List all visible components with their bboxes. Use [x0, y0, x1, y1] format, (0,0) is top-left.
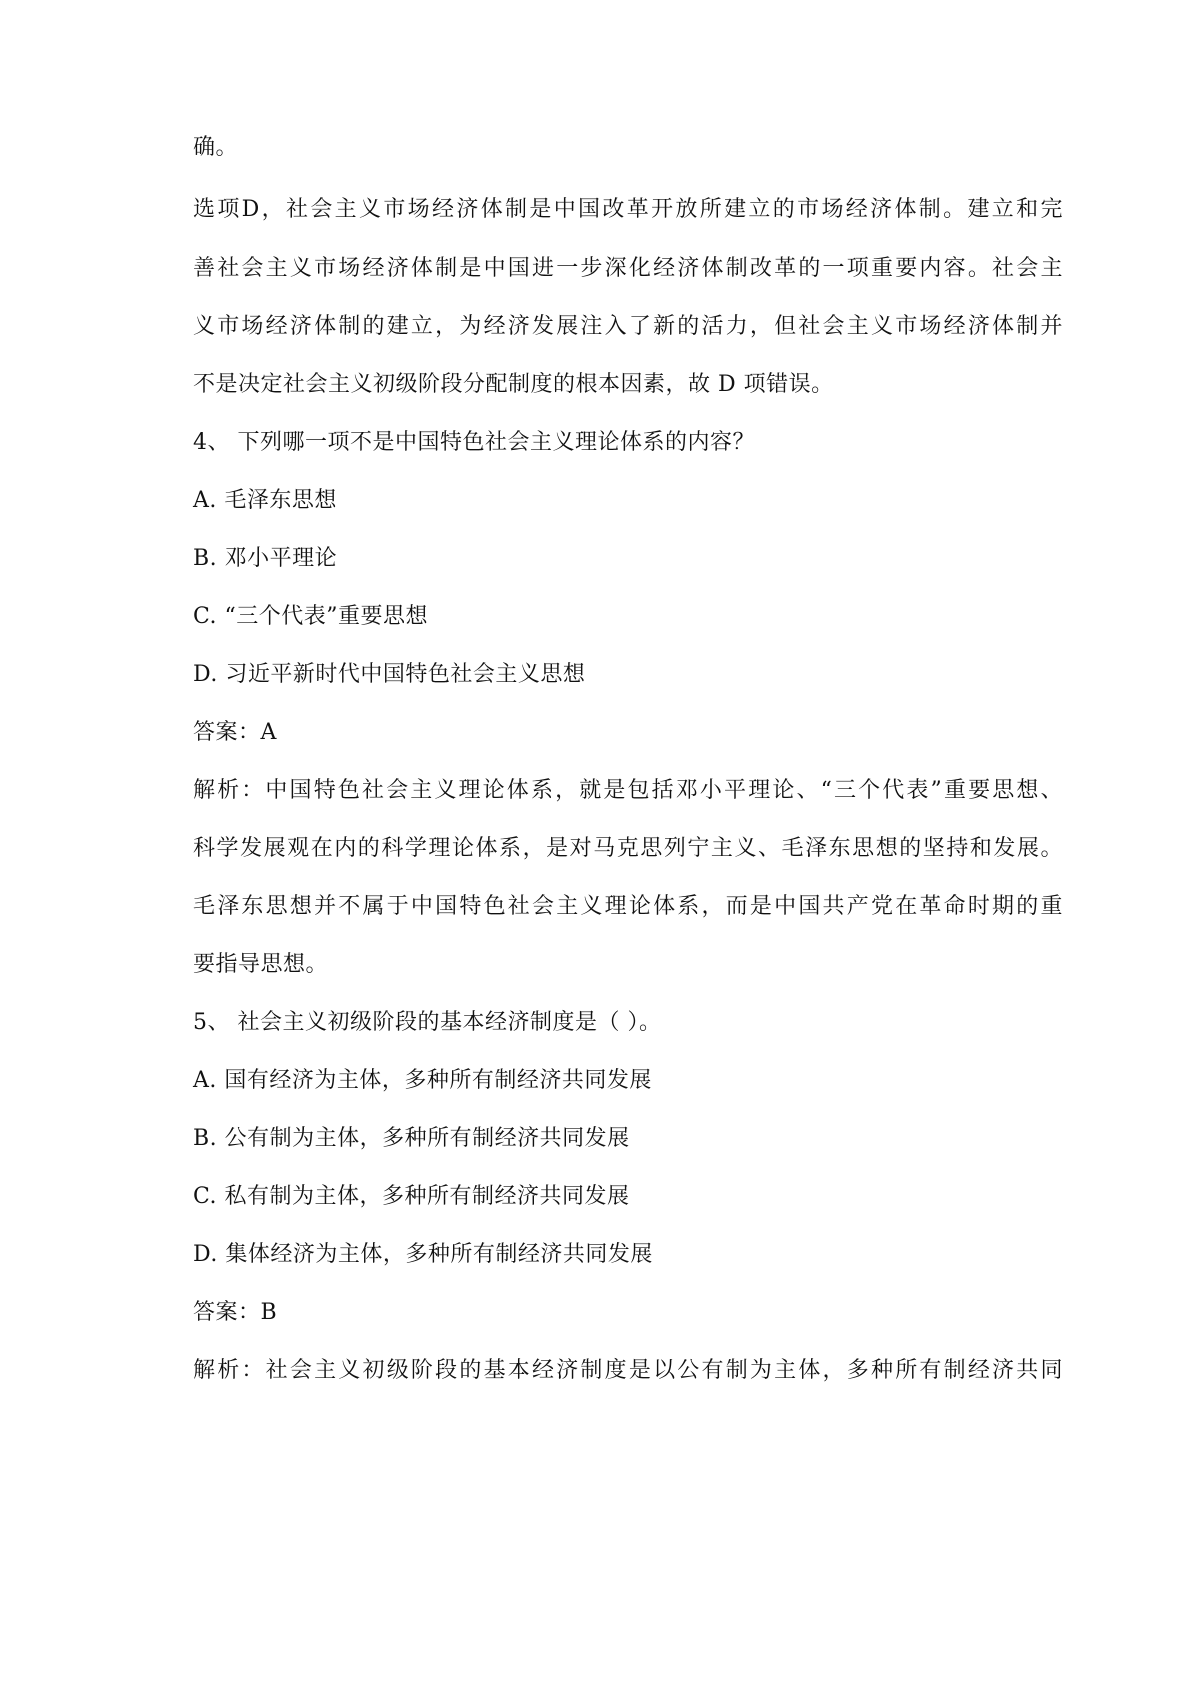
- question-4-stem: 4、 下列哪一项不是中国特色社会主义理论体系的内容？: [193, 430, 755, 455]
- question-4-explanation: 要指导思想。: [193, 952, 329, 977]
- text-line-continuation: 确。: [193, 135, 239, 160]
- question-5-option-d: D. 集体经济为主体，多种所有制经济共同发展: [193, 1242, 653, 1267]
- question-5-option-b: B. 公有制为主体，多种所有制经济共同发展: [193, 1126, 630, 1151]
- text-line-option-d-explanation: 不是决定社会主义初级阶段分配制度的根本因素，故 D 项错误。: [193, 372, 834, 397]
- question-5-explanation: 解析：社会主义初级阶段的基本经济制度是以公有制为主体，多种所有制经济共同: [193, 1358, 1063, 1383]
- question-4-option-c: C. “三个代表”重要思想: [193, 604, 429, 629]
- text-line-option-d-explanation: 义市场经济体制的建立，为经济发展注入了新的活力，但社会主义市场经济体制并: [193, 314, 1063, 339]
- question-4-explanation: 科学发展观在内的科学理论体系，是对马克思列宁主义、毛泽东思想的坚持和发展。: [193, 836, 1063, 861]
- text-line-option-d-explanation: 选项D，社会主义市场经济体制是中国改革开放所建立的市场经济体制。建立和完: [193, 197, 1063, 222]
- question-5-option-a: A. 国有经济为主体，多种所有制经济共同发展: [193, 1068, 652, 1093]
- question-5-answer: 答案：B: [193, 1300, 278, 1325]
- question-4-option-a: A. 毛泽东思想: [193, 488, 337, 513]
- question-5-stem: 5、 社会主义初级阶段的基本经济制度是（ ）。: [193, 1010, 662, 1035]
- question-4-explanation: 解析：中国特色社会主义理论体系，就是包括邓小平理论、“三个代表”重要思想、: [193, 778, 1063, 803]
- question-4-explanation: 毛泽东思想并不属于中国特色社会主义理论体系，而是中国共产党在革命时期的重: [193, 894, 1063, 919]
- question-4-option-d: D. 习近平新时代中国特色社会主义思想: [193, 662, 586, 687]
- question-5-option-c: C. 私有制为主体，多种所有制经济共同发展: [193, 1184, 630, 1209]
- question-4-option-b: B. 邓小平理论: [193, 546, 338, 571]
- text-line-option-d-explanation: 善社会主义市场经济体制是中国进一步深化经济体制改革的一项重要内容。社会主: [193, 256, 1063, 281]
- question-4-answer: 答案：A: [193, 720, 277, 745]
